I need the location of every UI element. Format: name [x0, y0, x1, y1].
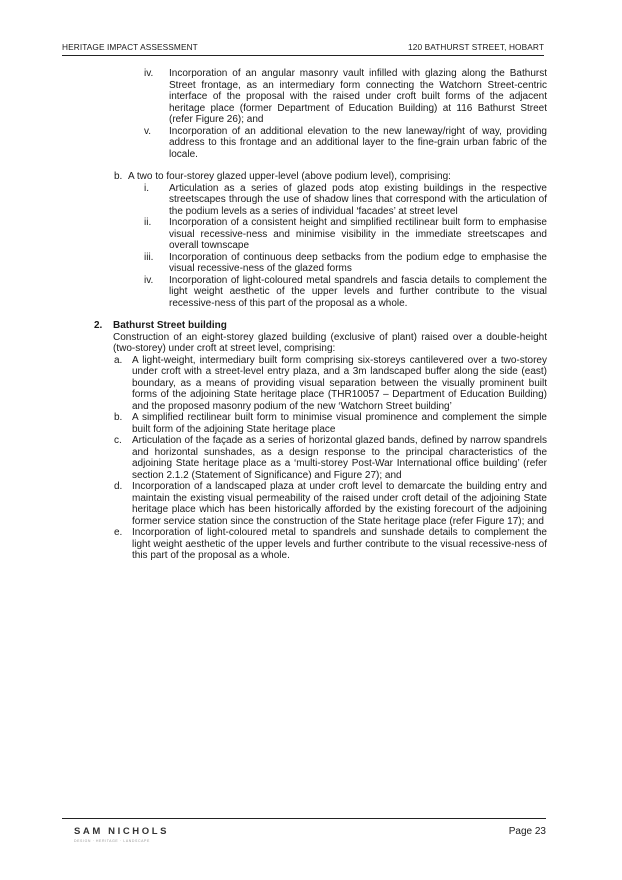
list-item-text: A two to four-storey glazed upper-level (above podium level), comprising: [128, 171, 451, 182]
body-content [62, 68, 547, 562]
list-item [62, 435, 547, 481]
page-header [62, 40, 544, 54]
list-item-number: ii. [144, 217, 152, 228]
section-number: 2. [94, 320, 103, 331]
list-item [62, 68, 547, 126]
item-b [62, 171, 547, 183]
list-item-text: Incorporation of a landscaped plaza at under croft level to demarcate the building entry and maintain the existing visual permeability of the raised under croft detail of the adjoining State heritage place which has been historically afforded by the existing forecourt of the adjoining former service station since the construction of the State heritage place (refer Figure 17); and [132, 481, 547, 527]
list-item [62, 275, 547, 310]
list-item-number: i. [144, 182, 149, 194]
company-logo [74, 826, 169, 843]
list-item [62, 412, 547, 435]
list-item-number: iv. [144, 68, 154, 79]
logo-name: SAM NICHOLS [74, 826, 170, 837]
list-item-text: Incorporation of an additional elevation to the new laneway/right of way, providing address to this frontage and an additional layer to the fine-grain urban fabric of the locale. [169, 125, 547, 160]
list-item-number: c. [114, 435, 122, 446]
logo-tagline: DESIGN · HERITAGE · LANDSCAPE [74, 839, 150, 843]
header-divider [62, 55, 544, 56]
list-item-number: b. [114, 412, 123, 423]
list-item-text: Incorporation of a consistent height and simplified rectilinear built form to emphasise visual recessive-ness and minimise visibility in the immediate streetscapes and overall townscape [169, 217, 547, 251]
section-alpha-list [62, 355, 547, 562]
list-item-text: Articulation of the façade as a series of horizontal glazed bands, defined by narrow spandrels and horizontal sunshades, as a design response to the principal characteristics of the adjoining State heritage place as a ‘multi-storey Post-War International office building’ (refer section 2.1.2 (Statement of Significance) and Figure 27); and [132, 435, 547, 481]
list-item-number: d. [114, 481, 123, 492]
header-address: 120 BATHURST STREET, HOBART [408, 42, 544, 52]
footer-divider [62, 818, 546, 819]
list-item-number: v. [144, 125, 152, 137]
header-document-title: HERITAGE IMPACT ASSESSMENT [62, 42, 198, 52]
list-item [62, 355, 547, 413]
list-item-text: A simplified rectilinear built form to minimise visual prominence and complement the simple built form of the adjoining State heritage place [132, 412, 547, 435]
list-item-text: Incorporation of continuous deep setbacks from the podium edge to emphasise the visual recessive-ness of the glazed forms [169, 251, 547, 274]
section-intro: Construction of an eight-storey glazed building (exclusive of plant) raised over a double-height (two-storey) under croft at street level, comprising: [113, 331, 547, 354]
continued-roman-list [62, 68, 547, 160]
list-item-number: b. [114, 171, 123, 182]
list-item-text: A light-weight, intermediary built form comprising six-storeys cantilevered over a two-storey under croft with a street-level entry plaza, and a 3m landscaped buffer along the side (east) boundary, as a means of providing visual separation between the visually prominent built forms of the adjoining State heritage place (THR10057 – Department of Education Building) and the proposed masonry podium of the new ‘Watchorn Street building’ [132, 354, 547, 412]
list-item [62, 183, 547, 218]
list-item-text: Incorporation of light-coloured metal to spandrels and sunshade details to complement the light weight aesthetic of the upper levels and further contribute to the visual recessive-ness of this part of the proposal as a whole. [132, 527, 547, 561]
list-item-number: iii. [144, 251, 154, 263]
list-item-text: Incorporation of light-coloured metal spandrels and fascia details to complement the light weight aesthetic of the upper levels and further contribute to the visual recessive-ness of this part of the proposal as a whole. [169, 274, 547, 309]
list-item [62, 252, 547, 275]
list-item [62, 217, 547, 252]
list-item-number: iv. [144, 274, 154, 286]
list-item [62, 527, 547, 562]
list-item-text: Incorporation of an angular masonry vault infilled with glazing along the Bathurst Street frontage, as an intermediary form connecting the Watchorn Street-centric interface of the proposal with the raised under croft built forms of the adjacent heritage place (former Department of Education Building) at 116 Bathurst Street (refer Figure 26); and [169, 68, 547, 125]
section-title: Bathurst Street building [113, 320, 227, 331]
page-number: Page 23 [508, 826, 546, 837]
list-item [62, 481, 547, 527]
list-item-number: e. [114, 527, 123, 538]
section-heading [62, 320, 547, 332]
list-item-text: Articulation as a series of glazed pods atop existing buildings in the respective streetscapes through the use of shadow lines that correspond with the articulation of the podium levels as a series of individual ‘facades’ at street level [169, 182, 547, 217]
list-item [62, 126, 547, 161]
list-item-number: a. [114, 354, 123, 366]
item-b-roman-list [62, 183, 547, 310]
